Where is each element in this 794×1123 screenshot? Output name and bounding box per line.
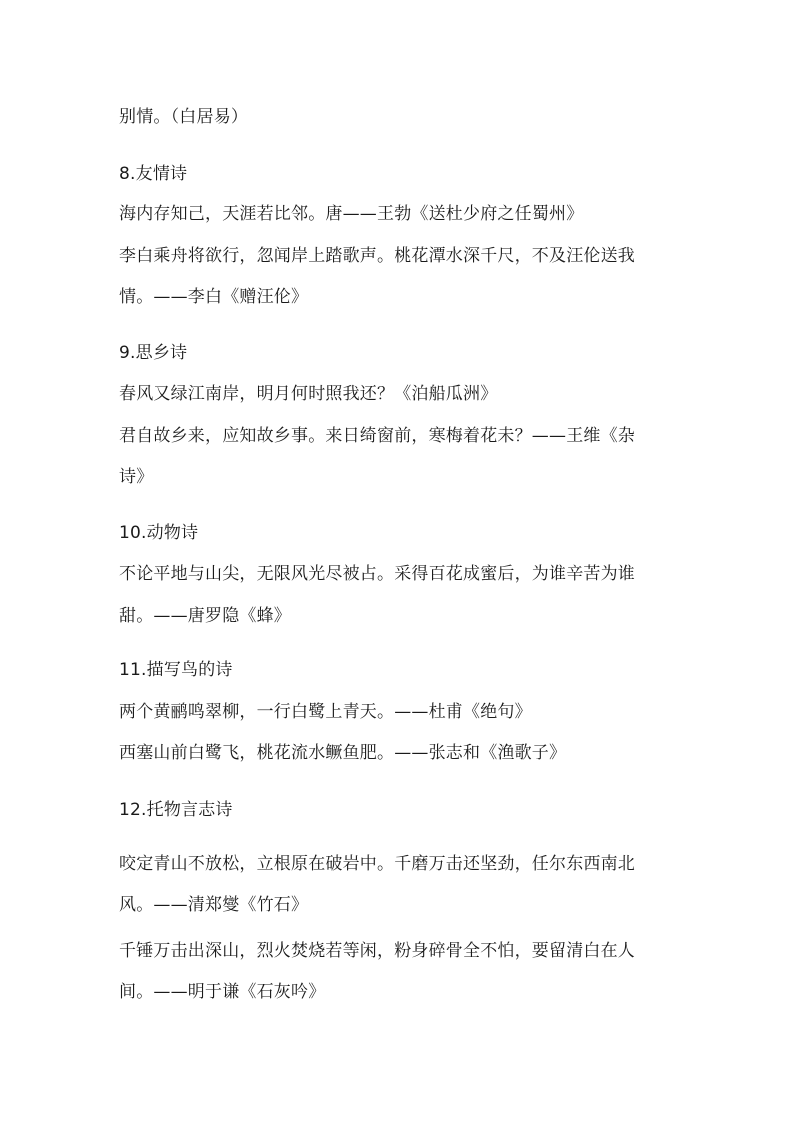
section-heading-animals: 10.动物诗 [119, 523, 199, 543]
text-line: 两个黄鹂鸣翠柳，一行白鹭上青天。——杜甫《绝句》 [119, 702, 532, 722]
text-line: 李白乘舟将欲行，忽闻岸上踏歌声。桃花潭水深千尺，不及汪伦送我 [119, 246, 635, 266]
section-heading-friendship: 8.友情诗 [119, 164, 188, 184]
text-line: 间。——明于谦《石灰吟》 [119, 982, 326, 1002]
text-line: 甜。——唐罗隐《蜂》 [119, 606, 291, 626]
text-line: 别情。（白居易） [119, 107, 249, 127]
text-line: 不论平地与山尖，无限风光尽被占。采得百花成蜜后，为谁辛苦为谁 [119, 564, 635, 584]
section-heading-aspiration: 12.托物言志诗 [119, 800, 233, 820]
text-line: 海内存知己，天涯若比邻。唐——王勃《送杜少府之任蜀州》 [119, 204, 584, 224]
text-line: 西塞山前白鹭飞，桃花流水鳜鱼肥。——张志和《渔歌子》 [119, 743, 567, 763]
text-line: 诗》 [119, 467, 154, 487]
section-heading-homesick: 9.思乡诗 [119, 343, 188, 363]
text-line: 风。——清郑燮《竹石》 [119, 895, 309, 915]
text-line: 咬定青山不放松，立根原在破岩中。千磨万击还坚劲，任尔东西南北 [119, 854, 635, 874]
text-line: 春风又绿江南岸，明月何时照我还？《泊船瓜洲》 [119, 384, 498, 404]
text-line: 君自故乡来，应知故乡事。来日绮窗前，寒梅着花未？——王维《杂 [119, 426, 635, 446]
text-line: 千锤万击出深山，烈火焚烧若等闲，粉身碎骨全不怕，要留清白在人 [119, 941, 635, 961]
section-heading-birds: 11.描写鸟的诗 [119, 660, 233, 680]
text-line: 情。——李白《赠汪伦》 [119, 287, 309, 307]
